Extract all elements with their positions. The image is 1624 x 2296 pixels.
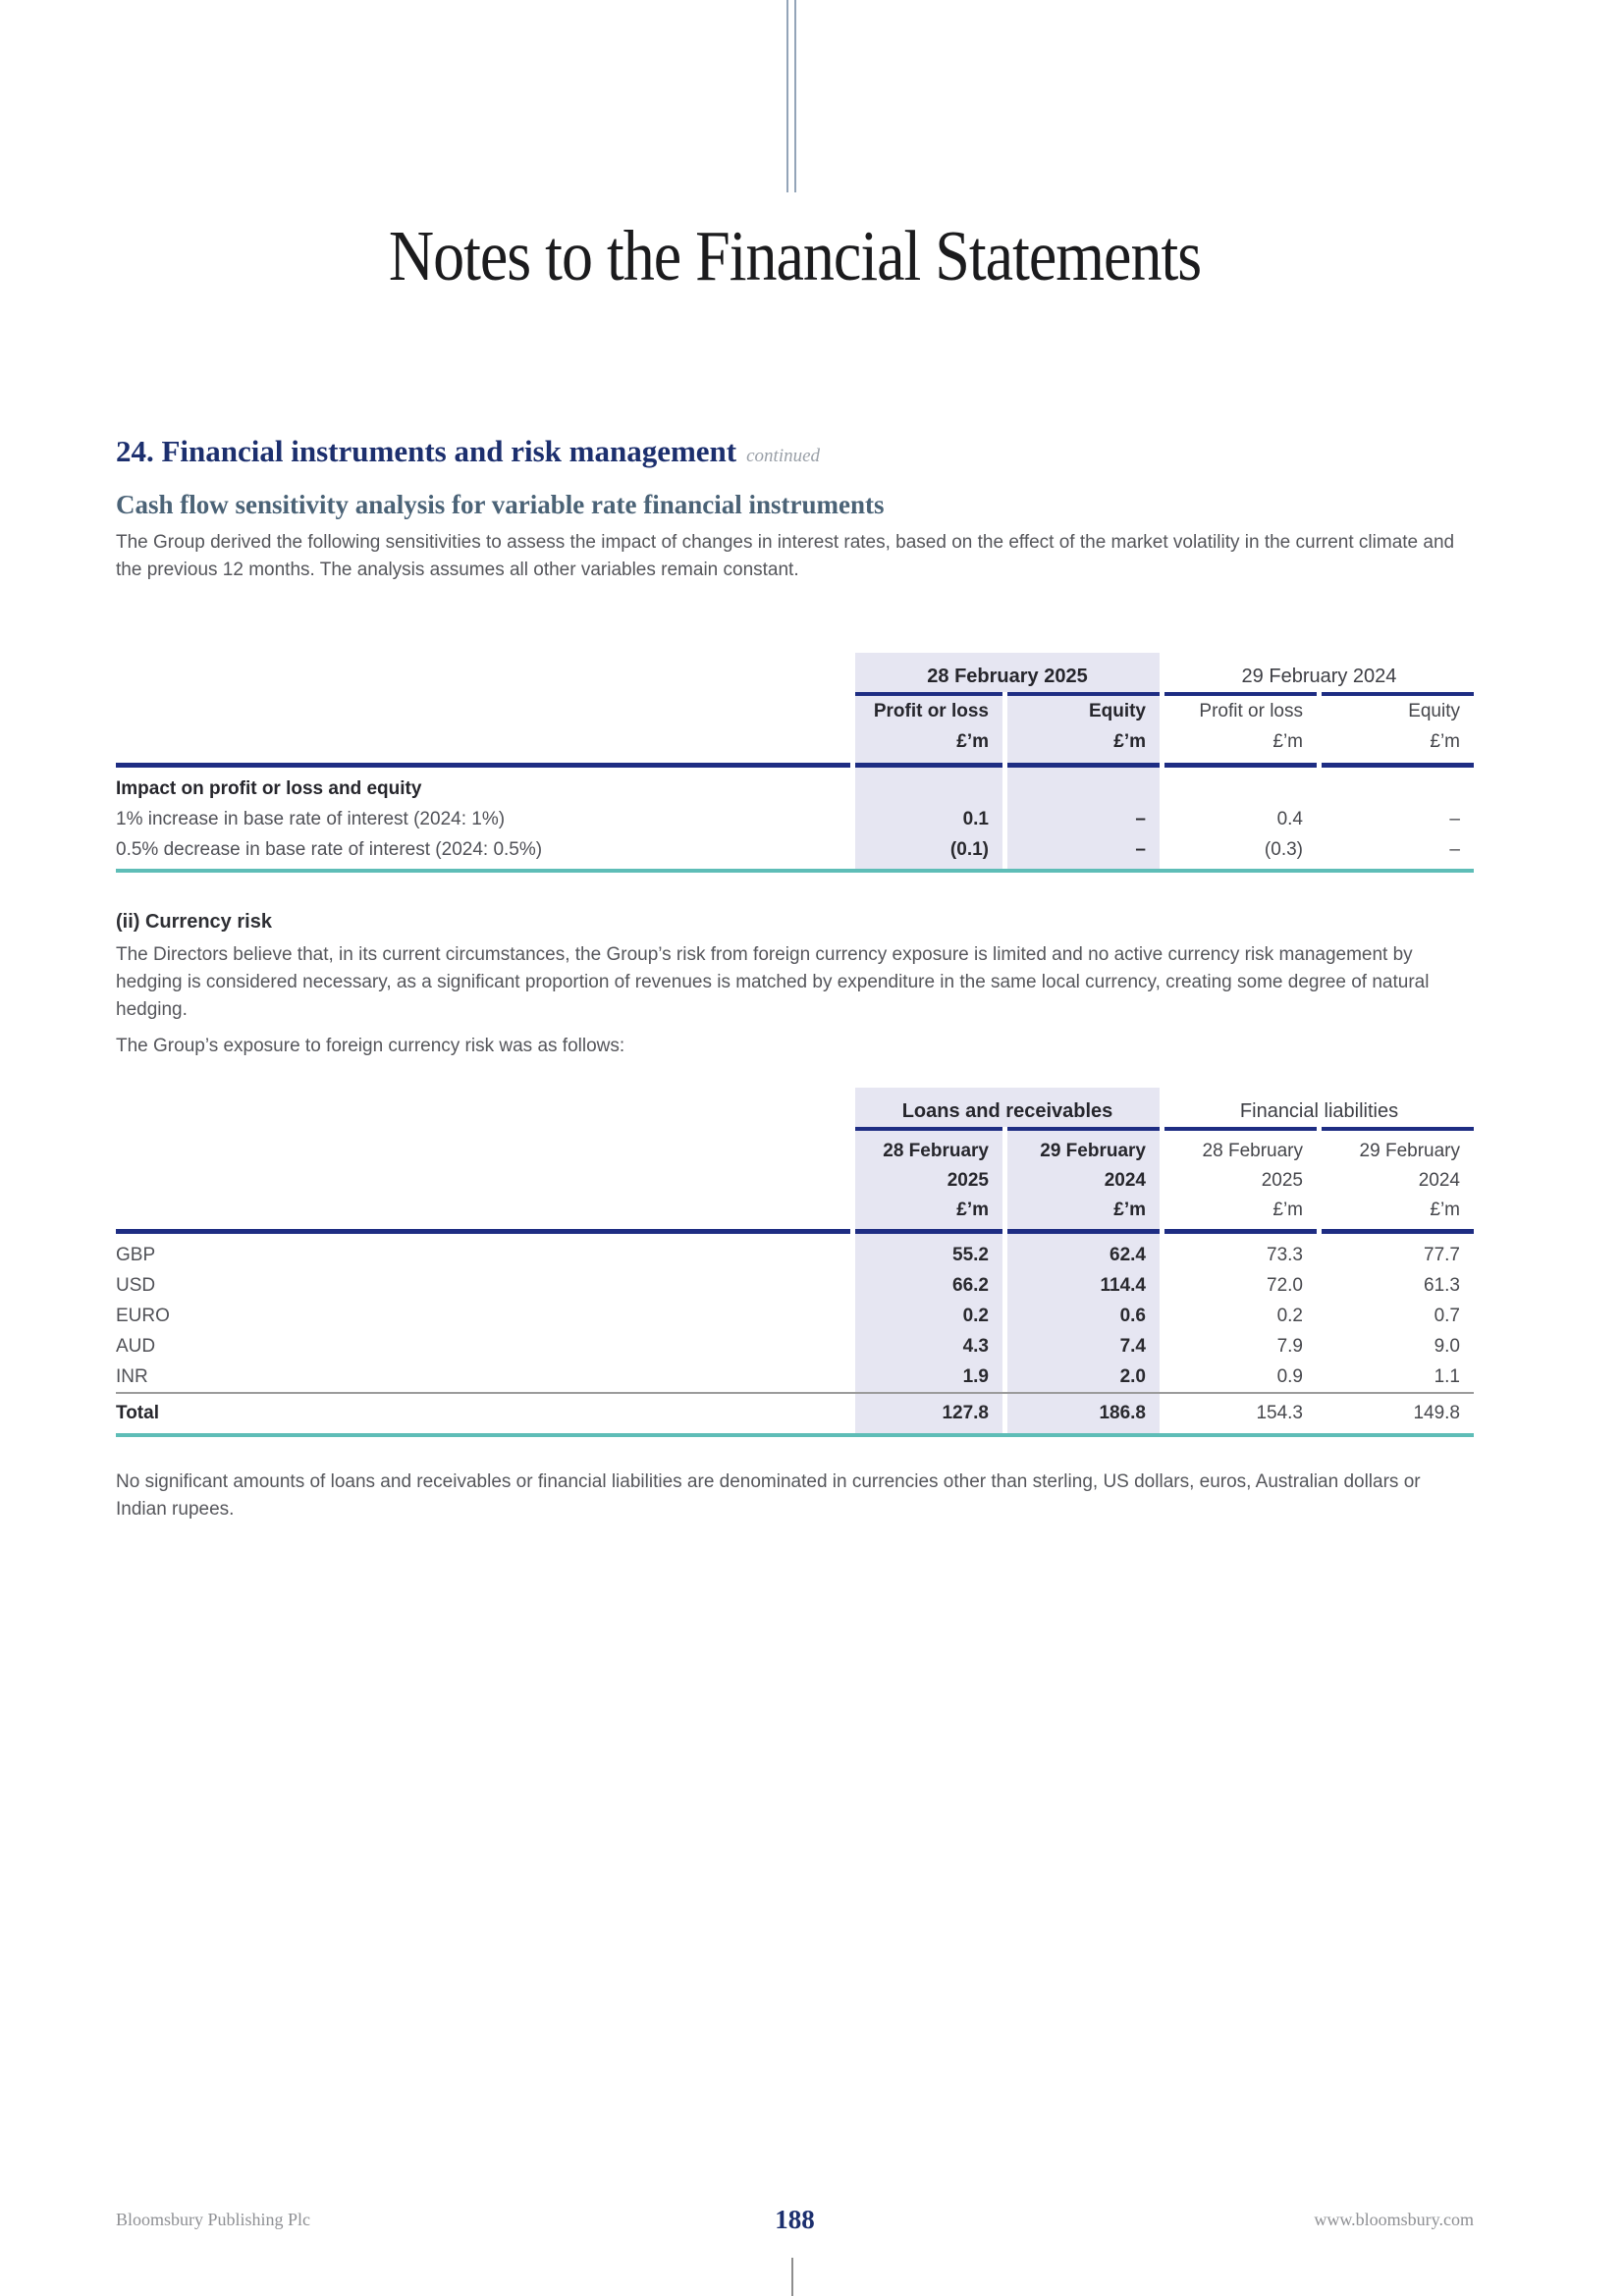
sensitivity-group-2024: 29 February 2024 <box>1241 666 1397 687</box>
column-unit: £’m <box>1430 1200 1460 1220</box>
table-cell: 66.2 <box>855 1270 1002 1301</box>
table-row-label: Impact on profit or loss and equity <box>116 778 422 799</box>
column-header-line1: 28 February <box>883 1141 989 1161</box>
column-header <box>1322 696 1474 763</box>
column-header-label: Profit or loss <box>873 701 989 721</box>
column-unit: £’m <box>1272 1200 1303 1220</box>
column-header-line2: 2024 <box>1418 1170 1460 1191</box>
table-cell: 4.3 <box>855 1331 1002 1362</box>
currency-group-loans: Loans and receivables <box>855 1088 1160 1127</box>
column-header-label: Profit or loss <box>1199 701 1303 721</box>
table-cell: 72.0 <box>1267 1275 1303 1296</box>
table-row-label: INR <box>116 1366 148 1387</box>
table-cell <box>1164 768 1317 804</box>
table-row-label: EURO <box>116 1306 170 1326</box>
sensitivity-group-2025: 28 February 2025 <box>855 653 1160 692</box>
page-title <box>116 215 1474 295</box>
currency-header-spacer <box>116 1131 850 1229</box>
table-cell: 9.0 <box>1434 1336 1460 1357</box>
footer-company-name: Bloomsbury Publishing Plc <box>116 2210 311 2229</box>
section-heading-text: 24. Financial instruments and risk management <box>116 434 737 468</box>
subsection-heading: Cash flow sensitivity analysis for variable rate financial instruments <box>116 490 885 519</box>
table-cell: 7.9 <box>1276 1336 1303 1357</box>
table-cell: 1.9 <box>855 1362 1002 1392</box>
table-cell: 0.6 <box>1007 1301 1160 1331</box>
column-header-line2: 2024 <box>1104 1170 1146 1191</box>
table-cell: 77.7 <box>1424 1245 1460 1265</box>
sensitivity-table-corner-cell <box>116 653 850 692</box>
footer-page-number: 188 <box>775 2205 815 2234</box>
column-unit: £’m <box>956 1200 989 1220</box>
sensitivity-table <box>116 653 1474 873</box>
table-cell: 0.4 <box>1276 809 1303 829</box>
table-cell: 186.8 <box>1007 1394 1160 1433</box>
column-header-line2: 2025 <box>947 1170 989 1191</box>
table-cell: – <box>1449 809 1460 829</box>
page-footer <box>116 2205 1474 2234</box>
column-header-label: Equity <box>1088 701 1146 721</box>
column-header-line1: 29 February <box>1359 1141 1460 1161</box>
column-unit: £’m <box>1113 1200 1146 1220</box>
bottom-fold-mark <box>791 2258 793 2296</box>
table-cell: 73.3 <box>1267 1245 1303 1265</box>
table-row-label: 0.5% decrease in base rate of interest (2024: 0.5%) <box>116 839 543 860</box>
intro-paragraph: The Group derived the following sensitivities to assess the impact of changes in interest rates, based on the effect of the market volatility in the current climate and the previous 12 months. The analysis assumes all other variables remain constant. <box>116 532 1455 580</box>
table-row-label: 1% increase in base rate of interest (2024: 1%) <box>116 809 506 829</box>
section-heading <box>116 433 1474 475</box>
footer-website: www.bloomsbury.com <box>1314 2210 1474 2229</box>
column-header <box>1164 696 1317 763</box>
table-cell: 0.1 <box>855 804 1002 834</box>
table-row-label: USD <box>116 1275 156 1296</box>
page-content <box>116 0 1474 1523</box>
currency-table <box>116 1088 1474 1437</box>
sensitivity-header-spacer <box>116 696 850 763</box>
table-cell: (0.1) <box>855 834 1002 869</box>
exposure-intro-paragraph: The Group’s exposure to foreign currency risk was as follows: <box>116 1036 625 1056</box>
column-header <box>1322 1131 1474 1229</box>
table-cell <box>855 768 1002 804</box>
column-header-line1: 29 February <box>1040 1141 1146 1161</box>
table-cell: 0.9 <box>1276 1366 1303 1387</box>
closing-paragraph: No significant amounts of loans and receivables or financial liabilities are denominated in currencies other than sterling, US dollars, euros, Australian dollars or Indian rupees. <box>116 1471 1421 1520</box>
table-cell: 154.3 <box>1256 1403 1303 1423</box>
table-cell: – <box>1007 834 1160 869</box>
column-header-line1: 28 February <box>1202 1141 1303 1161</box>
column-header-line2: 2025 <box>1261 1170 1303 1191</box>
table-cell: 149.8 <box>1413 1403 1460 1423</box>
page-title-text: Notes to the Financial Statements <box>388 215 1202 295</box>
table-cell: 127.8 <box>855 1394 1002 1433</box>
column-header-label: Equity <box>1408 701 1460 721</box>
table-cell <box>1322 768 1474 804</box>
table-cell: – <box>1449 839 1460 860</box>
column-header <box>1164 1131 1317 1229</box>
column-unit: £’m <box>1272 731 1303 752</box>
currency-risk-paragraph: The Directors believe that, in its current circumstances, the Group’s risk from foreign currency exposure is limited and no active currency risk management by hedging is considered necessary, as a significant proportion of revenues is matched by expenditure in the same local currency, creating some degree of natural hedging. <box>116 944 1430 1020</box>
section-continued-label: continued <box>746 446 821 466</box>
column-unit: £’m <box>1430 731 1460 752</box>
table-cell: 62.4 <box>1007 1234 1160 1270</box>
table-cell: 61.3 <box>1424 1275 1460 1296</box>
table-cell: 0.2 <box>1276 1306 1303 1326</box>
table-row-label: Total <box>116 1403 159 1423</box>
currency-risk-heading: (ii) Currency risk <box>116 911 272 933</box>
table-cell: 1.1 <box>1434 1366 1460 1387</box>
table-cell: 55.2 <box>855 1234 1002 1270</box>
table-cell: 7.4 <box>1007 1331 1160 1362</box>
currency-group-liabilities: Financial liabilities <box>1239 1100 1399 1122</box>
column-unit: £’m <box>956 731 989 752</box>
column-header <box>855 1131 1002 1229</box>
table-cell: 2.0 <box>1007 1362 1160 1392</box>
table-cell: 0.2 <box>855 1301 1002 1331</box>
column-header <box>1007 696 1160 763</box>
column-header <box>855 696 1002 763</box>
table-cell: (0.3) <box>1264 839 1303 860</box>
table-cell <box>1007 768 1160 804</box>
column-unit: £’m <box>1113 731 1146 752</box>
table-row-label: AUD <box>116 1336 156 1357</box>
table-cell: 0.7 <box>1434 1306 1460 1326</box>
currency-table-corner-cell <box>116 1088 850 1127</box>
table-cell: 114.4 <box>1007 1270 1160 1301</box>
column-header <box>1007 1131 1160 1229</box>
table-row-label: GBP <box>116 1245 156 1265</box>
table-cell: – <box>1007 804 1160 834</box>
